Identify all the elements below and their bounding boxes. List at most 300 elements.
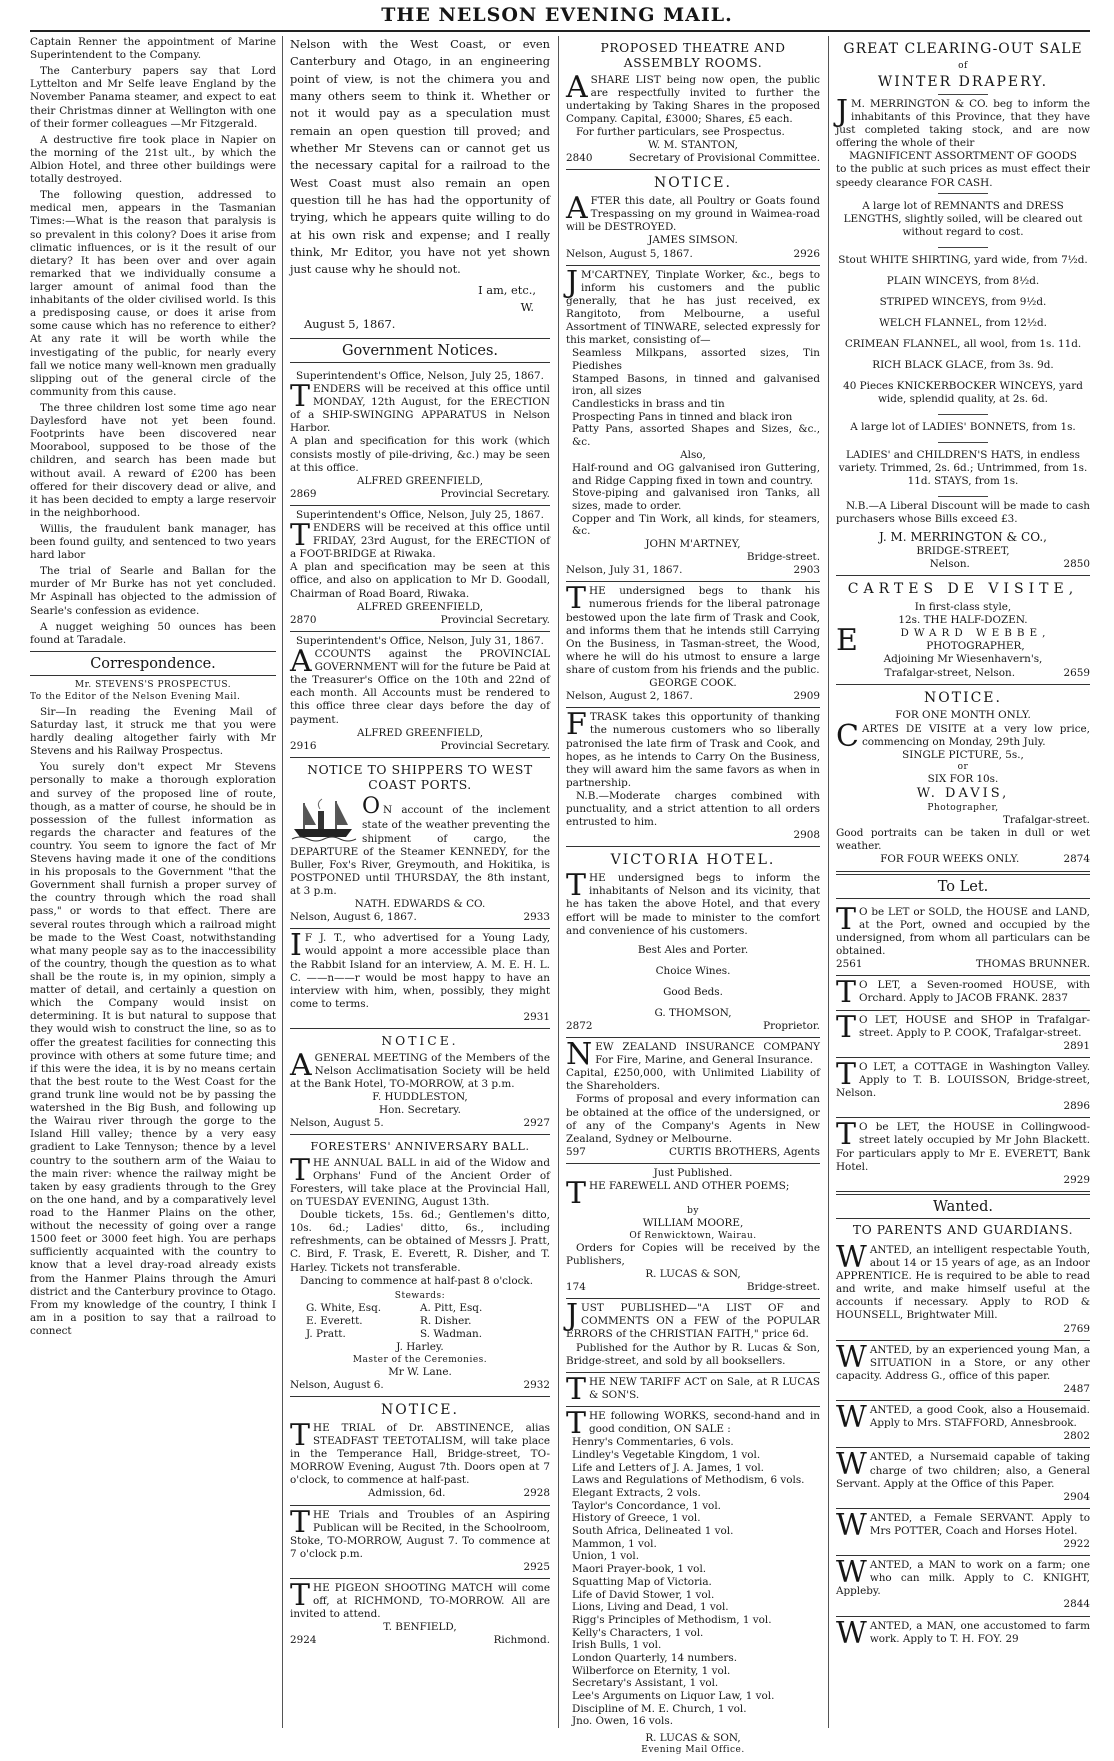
list-item: Maori Prayer-book, 1 vol. <box>572 1563 707 1576</box>
drop-capital: W <box>836 1239 867 1275</box>
ad-text: HE NEW TARIFF ACT on Sale, at R LUCAS & SON'S. <box>589 1375 820 1401</box>
ad-number: 2928 <box>523 1487 550 1500</box>
ad-text: Forms of proposal and every information can be obtained at the office of the undersigned, or of any of the Company's Agents in New Zealand, Sydney or Melbourne. <box>566 1093 820 1145</box>
advertisement <box>290 506 550 632</box>
drop-capital: T <box>566 1406 587 1442</box>
ad-title: NOTICE. <box>654 175 732 192</box>
list-item: Life of David Stower, 1 vol. <box>572 1588 715 1601</box>
ad-text: M. MERRINGTON & CO. beg to inform the inhabitants of this Province, that they have just completed taking stock, and are now offering the whole of their <box>836 97 1090 150</box>
ad-text: Good portraits can be taken in dull or wet weather. <box>836 827 1090 853</box>
ad-signature: JOHN M'ARTNEY, <box>645 538 741 550</box>
price-item: 40 Pieces KNICKERBOCKER WINCEYS, yard wide, splendid quality, at 2s. 6d. <box>843 379 1083 405</box>
ad-text: to the public at such prices as must effect their speedy clearance FOR CASH. <box>836 163 1090 189</box>
drop-capital: W <box>836 1400 867 1436</box>
letter-addressee: To the Editor of the Nelson Evening Mail. <box>30 691 241 702</box>
ad-number: 2929 <box>1063 1173 1090 1186</box>
ad-signature: GEORGE COOK. <box>649 677 737 690</box>
advertisement <box>836 1448 1090 1508</box>
advertisement <box>566 708 820 847</box>
ad-line: Choice Wines. <box>655 964 731 977</box>
list-item: Kelly's Characters, 1 vol. <box>572 1626 704 1639</box>
ad-number: 2837 <box>1041 992 1069 1005</box>
ad-text: ENDERS will be received at this office until MONDAY, 12th August, for the ERECTION of a SHIP-SWINGING APPARATUS in Nelson Harbor. <box>290 382 550 435</box>
list-item: London Quarterly, 14 numbers. <box>572 1651 737 1664</box>
list-item: Life and Letters of J. A. James, 1 vol. <box>572 1461 764 1474</box>
ad-number: 2916 <box>290 739 317 752</box>
list-item: Stamped Basons, in tinned and galvanised iron, all sizes <box>572 372 820 398</box>
ad-text: ANTED, by an experienced young Man, a SITUATION in a Store, or any other capacity. Address G., office of this paper. <box>836 1343 1090 1382</box>
advertisement <box>290 1579 550 1652</box>
list-item: Lions, Living and Dead, 1 vol. <box>572 1601 729 1614</box>
list-item: Squatting Map of Victoria. <box>572 1575 712 1588</box>
ad-number: 2904 <box>1063 1490 1090 1503</box>
ad-text: M'CARTNEY, Tinplate Worker, &c., begs to inform his customers and the public generally, that he has just received, ex Rangitoto, from Melbourne, a useful Assortment of TINWARE, selected expressly for this market, consisting of— <box>566 268 820 347</box>
ad-signature: G. THOMSON, <box>654 1006 732 1019</box>
ad-text: Double tickets, 15s. 6d.; Gentlemen's ditto, 10s. 6d.; Ladies' ditto, 6s., including refreshments, can be obtained of Messrs J. Pratt, C. Bird, F. Trask, E. Everett, R. Disher, and T. Harley. Tickets not transferable. <box>290 1209 550 1274</box>
ad-text: Trafalgar-street, Nelson. <box>884 666 1016 679</box>
ad-text: FTER this date, all Poultry or Goats found Trespassing on my ground in Waimea-road will be DESTROYED. <box>566 195 820 234</box>
news-paragraph: The following question, addressed to medical men, appears in the Tasmanian Times:—What is the reason that paralysis is so prevalent in this colony? Does it arise from climatic influences, or is it the result of our dietary? It has been over and over again remarked that we individually consume a larger amount of animal food than the inhabitants of the older civilised world. Is this a predisposing cause, or does it arise from some cause which has no reference to either? At any rate it will be worth while the investigating of the public, for nearly every fall we notice many well-known men gradually slipping out of the general circle of the community from this cause. <box>30 189 276 398</box>
advertisement <box>566 582 820 708</box>
ad-dateline: Superintendent's Office, Nelson, July 25, 1867. <box>296 508 544 521</box>
ad-date: Nelson, July 31, 1867. <box>566 564 683 577</box>
ad-number: 2487 <box>1063 1382 1090 1395</box>
ad-number: 2932 <box>523 1378 550 1391</box>
ad-text: N.B.—A Liberal Discount will be made to cash purchasers whose Bills exceed £3. <box>836 499 1090 525</box>
ad-number: 29 <box>1005 1632 1019 1645</box>
news-paragraph: The three children lost some time ago near Daylesford have not yet been found. Footprints have been discovered near Moorabool, supposed to be those of the children, and search has been made but without avail. A reward of £200 has been offered for their discovery dead or alive, and it has been decided to empty a large reservoir in the neighborhood. <box>30 401 276 519</box>
advertisement <box>566 1038 820 1164</box>
steward-name: J. Harley. <box>396 1341 444 1354</box>
news-paragraph: The Canterbury papers say that Lord Lyttelton and Mr Selfe leave England by the November Panama steamer, and expect to eat their Christmas dinner at Wellington with one of their former colleagues —Mr Fitzgerald. <box>30 65 276 130</box>
ad-text: by <box>687 1206 699 1217</box>
ad-text: O LET, HOUSE and SHOP in Trafalgar-street. Apply to P. COOK, Trafalgar-street. <box>859 1013 1090 1039</box>
price-item: Stout WHITE SHIRTING, yard wide, from 7½d. <box>838 253 1088 266</box>
ad-line: Best Ales and Porter. <box>637 943 749 956</box>
advertisement <box>290 758 550 929</box>
ad-title: NOTICE. <box>924 689 1002 706</box>
drop-capital: O <box>362 794 381 820</box>
letter-paragraph: Sir—In reading the Evening Mail of Saturday last, it struck me that you were hardly dealing altogether fairly with Mr Stevens and his Railway Prospectus. <box>30 705 276 758</box>
price-item: A large lot of REMNANTS and DRESS LENGTHS, slightly soiled, will be cleared out without regard to cost. <box>843 199 1083 238</box>
stewards-list <box>290 1302 550 1341</box>
advertisement <box>836 576 1090 684</box>
list-item: Lindley's Vegetable Kingdom, 1 vol. <box>572 1448 761 1461</box>
ad-text: ANTED, a Nursemaid capable of taking charge of two children; also, a General Servant. Apply at the Office of this Paper. <box>836 1451 1090 1490</box>
column-rule <box>828 36 829 1728</box>
price-item: CRIMEAN FLANNEL, all wool, from 1s. 11d. <box>844 337 1082 350</box>
drop-capital: E <box>836 623 858 659</box>
list-item: Rigg's Principles of Methodism, 1 vol. <box>572 1613 772 1626</box>
column-4 <box>836 36 1090 1731</box>
masthead: THE NELSON EVENING MAIL. <box>381 4 733 26</box>
letter-title: Mr. STEVENS'S PROSPECTUS. <box>74 680 232 691</box>
price-item: WELCH FLANNEL, from 12½d. <box>879 316 1047 329</box>
advertisement <box>566 1164 820 1299</box>
section-heading: To Let. <box>836 874 1090 899</box>
ad-signature: ALFRED GREENFIELD, <box>356 600 484 613</box>
advertisement <box>566 36 820 170</box>
steamship-icon <box>290 797 356 841</box>
price-item: RICH BLACK GLACE, from 3s. 9d. <box>872 358 1054 371</box>
drop-capital: W <box>836 1339 867 1375</box>
ad-text: 12s. THE HALF-DOZEN. <box>898 614 1028 627</box>
ad-title: WINTER DRAPERY. <box>877 74 1049 91</box>
ad-text: ARTES DE VISITE at a very low price, commencing on Monday, 29th July. <box>861 722 1090 748</box>
ad-text: UST PUBLISHED—"A LIST OF and COMMENTS ON a FEW of the POPULAR ERRORS of the CHRISTIAN FAITH," price 6d. <box>566 1302 820 1341</box>
list-item: Laws and Regulations of Methodism, 6 vols. <box>572 1474 805 1487</box>
drop-capital: T <box>290 518 311 554</box>
ad-number: 2925 <box>523 1560 550 1573</box>
letter-paragraph: Nelson with the West Coast, or even Canterbury and Otago, in an engineering point of view, is not the chimera you and many others seem to think it. Whether or not it would pay as a speculation must remain an open question till proved; and whether Mr Stevens can or cannot get us the necessary capital for a railroad to the West Coast must also remain an open question till he has had the opportunity of trying, which he appears quite willing to do at his own risk and expense; and I really think, Mr Editor, you have not yet shown just cause why he should not. <box>290 37 550 277</box>
list-item: Stove-piping and galvanised iron Tanks, all sizes, made to order. <box>572 487 820 512</box>
ad-text: HE ANNUAL BALL in aid of the Widow and Orphans' Fund of the Ancient Order of Foresters, will take place at the Provincial Hall, on TUESDAY EVENING, August 13th. <box>290 1156 550 1208</box>
drop-capital: T <box>566 1371 587 1407</box>
ad-date: Nelson, August 5, 1867. <box>566 247 693 260</box>
ad-number: 2659 <box>1063 666 1090 679</box>
divider <box>938 496 988 497</box>
advertisement <box>290 929 550 1029</box>
advertisement <box>836 1241 1090 1341</box>
ad-number: 2870 <box>290 613 317 626</box>
ad-date: Nelson, August 5. <box>290 1117 384 1130</box>
ad-role: Provincial Secretary. <box>440 739 550 752</box>
ad-place: Of Renwicktown, Wairau. <box>629 1230 757 1241</box>
ad-number: 2896 <box>1063 1100 1090 1113</box>
ad-text: O be LET or SOLD, the HOUSE and LAND, at the Port, owned and occupied by the undersigned, from whom all particulars can be obtained. <box>836 905 1090 958</box>
ad-text: O be LET, the HOUSE in Collingwood-street lately occupied by Mr John Blackett. For particulars apply to Mr E. EVERETT, Bank Hotel. <box>836 1121 1090 1173</box>
steward-name: E. Everett. <box>306 1315 363 1328</box>
drop-capital: T <box>836 1056 857 1092</box>
ad-signature: ALFRED GREENFIELD, <box>356 726 484 739</box>
column-2 <box>290 36 550 1731</box>
ad-title: PROPOSED THEATRE AND ASSEMBLY ROOMS. <box>600 41 786 70</box>
column-rule <box>282 36 283 1728</box>
ad-number: 2933 <box>523 911 550 924</box>
ad-number: 2869 <box>290 487 317 500</box>
ad-text: F J. T., who advertised for a Young Lady, would appoint a more accessible place than the Rabbit Island for an interview, A. M. E. H. L. C. ——n——r would be most happy to have an interview with him, when, possibly, they might come to terms. <box>290 932 550 1010</box>
advertisement <box>836 976 1090 1010</box>
ad-title: NOTICE. <box>381 1034 459 1049</box>
ad-signature: R. LUCAS & SON, <box>645 1268 741 1281</box>
ad-signature: THOMAS BRUNNER. <box>975 958 1090 971</box>
ad-text: ANTED, a MAN, one accustomed to farm work. Apply to T. H. FOY. <box>869 1619 1090 1645</box>
ad-text: ANTED, a good Cook, also a Housemaid. Apply to Mrs. STAFFORD, Annesbrook. <box>869 1404 1090 1430</box>
drop-capital: W <box>836 1447 867 1483</box>
ad-signature: W. M. STANTON, <box>648 139 738 152</box>
advertisement <box>566 1299 820 1373</box>
ad-number: 2922 <box>1063 1538 1090 1551</box>
advertisement <box>290 1135 550 1397</box>
ad-text: A plan and specification for this work (which consists mostly of pile-driving, &c.) may be seen at this office. <box>290 435 550 474</box>
ad-text: Orders for Copies will be received by the Publishers, <box>566 1241 820 1267</box>
ad-text: Adjoining Mr Wiesenhavern's, <box>883 653 1043 666</box>
ad-number: 2909 <box>793 690 820 703</box>
ad-title: VICTORIA HOTEL. <box>610 852 776 869</box>
ad-number: 2931 <box>523 1010 550 1023</box>
drop-capital: T <box>836 901 857 937</box>
ad-number: 2561 <box>836 958 863 971</box>
ad-dateline: Superintendent's Office, Nelson, July 25, 1867. <box>296 369 544 382</box>
advertisement <box>836 1058 1090 1118</box>
steward-name: S. Wadman. <box>420 1328 483 1341</box>
drop-capital: C <box>836 718 859 754</box>
advertisement <box>836 1118 1090 1192</box>
ad-role: PHOTOGRAPHER, <box>926 640 1025 653</box>
advertisement <box>836 685 1090 872</box>
drop-capital: J <box>566 264 579 300</box>
ad-place: Bridge-street. <box>746 551 820 564</box>
section-heading: Wanted. <box>836 1194 1090 1219</box>
ad-text: HE undersigned begs to inform the inhabitants of Nelson and its vicinity, that he has taken the above Hotel, and that every effort will be made to minister to the comfort and convenience of his customers. <box>566 872 820 937</box>
ad-text: HE Trials and Troubles of an Aspiring Publican will be Recited, in the Schoolroom, Stoke, TO-MORROW, August 7. To commence at 7 o'clock p.m. <box>290 1508 550 1560</box>
ad-place: Nelson. <box>929 558 970 571</box>
list-item: Candlesticks in brass and tin <box>572 398 725 411</box>
ad-date: Nelson, August 6. <box>290 1378 384 1391</box>
ad-number: 2908 <box>793 829 820 842</box>
ad-signature: CURTIS BROTHERS, Agents <box>668 1145 820 1158</box>
ad-text: ENDERS will be received at this office until FRIDAY, 23rd August, for the ERECTION of a FOOT-BRIDGE at Riwaka. <box>290 522 550 561</box>
ad-line: Good Beds. <box>663 985 723 998</box>
ad-number: 2769 <box>1063 1322 1090 1335</box>
ad-text: TRASK takes this opportunity of thanking the numerous customers who so liberally patronised the late firm of Trask and Cook, and hopes, as he intends to Carry On the Business, they will award him the same favors as when in partnership. <box>566 711 820 789</box>
drop-capital: T <box>290 378 311 414</box>
advertisement <box>290 632 550 758</box>
ad-number: 2874 <box>1063 853 1090 866</box>
advertisement <box>566 1373 820 1407</box>
ad-number: 2903 <box>793 564 820 577</box>
ad-text: EW ZEALAND INSURANCE COMPANY For Fire, Marine, and General Insurance. <box>595 1040 820 1067</box>
divider <box>938 247 988 248</box>
advertisement <box>290 1397 550 1505</box>
news-paragraph: A destructive fire took place in Napier on the morning of the 21st ult., by which the Albion Hotel, and three other buildings were totally destroyed. <box>30 133 276 186</box>
letter-closing: I am, etc., <box>478 282 536 297</box>
news-paragraph: Willis, the fraudulent bank manager, has been found guilty, and sentenced to two years hard labor <box>30 522 276 562</box>
list-item: Union, 1 vol. <box>572 1550 639 1563</box>
ad-office: Evening Mail Office. <box>641 1745 745 1756</box>
ad-signature: J. M. MERRINGTON & CO., <box>879 529 1047 544</box>
ad-author: WILLIAM MOORE, <box>642 1217 744 1230</box>
ad-text: HE undersigned begs to thank his numerous friends for the liberal patronage bestowed upon the late firm of Trask and Cook, and informs them that he intends still Carrying On the Business, in Tasman-street, the Wood, where he will do his utmost to ensure a large share of custom from his friends and the public. <box>566 585 820 676</box>
ad-number: 2840 <box>566 152 593 165</box>
ad-text: A plan and specification may be seen at this office, and also on application to Mr D. Goodall, Chairman of Road Board, Riwaka. <box>290 561 550 600</box>
ad-text: Dancing to commence at half-past 8 o'clock. <box>300 1274 534 1287</box>
steward-name: A. Pitt, Esq. <box>420 1302 483 1315</box>
steward-name: J. Pratt. <box>306 1328 346 1341</box>
ad-place: Richmond. <box>493 1634 550 1647</box>
divider <box>938 414 988 415</box>
ad-text: Published for the Author by R. Lucas & Son, Bridge-street, and sold by all booksellers. <box>566 1341 820 1367</box>
drop-capital: T <box>836 975 857 1011</box>
ad-role: Provincial Secretary. <box>440 487 550 500</box>
ad-signature: NATH. EDWARDS & CO. <box>354 898 486 911</box>
ad-role: Provincial Secretary. <box>440 613 550 626</box>
ad-text: HE TRIAL of Dr. ABSTINENCE, alias STEADFAST TEETOTALISM, will take place in the Temperance Hall, Bridge-street, TO-MORROW Evening, August 7th. Doors open at 7 o'clock, to commence at half-past. <box>290 1421 550 1487</box>
ad-text: ANTED, a MAN to work on a farm; one who can milk. Apply to C. KNIGHT, Appleby. <box>836 1559 1090 1598</box>
ad-text: O LET, a COTTAGE in Washington Valley. Apply to T. B. LOUISSON, Bridge-street, Nelson. <box>836 1060 1090 1100</box>
ad-text: O LET, a Seven-roomed HOUSE, with Orchard. Apply to JACOB FRANK. <box>859 979 1090 1005</box>
letter-signature: W. <box>520 299 534 314</box>
price-item: PLAIN WINCEYS, from 8½d. <box>886 274 1040 287</box>
advertisement <box>836 1556 1090 1616</box>
ad-text: ANTED, an intelligent respectable Youth, about 14 or 15 years of age, as an Indoor APPRENTICE. He is required to be able to read and write, and make himself useful at the accounts if necessary. Apply to ROD & HOUNSELL, Brightwater Mill. <box>836 1243 1090 1322</box>
ad-text: FOR ONE MONTH ONLY. <box>895 709 1031 722</box>
drop-capital: T <box>566 581 587 617</box>
column-3 <box>566 36 820 1756</box>
section-heading: Government Notices. <box>290 338 550 363</box>
advertisement <box>836 1401 1090 1448</box>
drop-capital: J <box>566 1298 579 1334</box>
steward-name: R. Disher. <box>420 1315 472 1328</box>
ad-signature: R. LUCAS & SON, <box>645 1732 741 1745</box>
list-item: South Africa, Delineated 1 vol. <box>572 1525 734 1538</box>
ad-title: TO PARENTS AND GUARDIANS. <box>852 1223 1074 1238</box>
ad-title: NOTICE. <box>381 1402 459 1419</box>
divider <box>938 193 988 194</box>
list-item: Henry's Commentaries, 6 vols. <box>572 1436 734 1449</box>
list-item: Prospecting Pans in tinned and black iron <box>572 410 793 423</box>
ad-role: Secretary of Provisional Committee. <box>628 152 820 165</box>
ad-text: GENERAL MEETING of the Members of the Nelson Acclimatisation Society will be held at the Bank Hotel, TO-MORROW, at 3 p.m. <box>290 1051 550 1091</box>
drop-capital: A <box>566 69 588 105</box>
ad-text: N account of the inclement state of the weather preventing the shipment of cargo, the DEPARTURE of the Steamer KENNEDY, for the Buller, Fox's River, Greymouth, and Hokitika, is POSTPONED until THURSDAY, the 8th instant, at 3 p.m. <box>290 804 550 897</box>
ad-text: Just Published. <box>653 1166 733 1179</box>
ad-title: NOTICE TO SHIPPERS TO WEST COAST PORTS. <box>307 762 533 792</box>
ad-role: Proprietor. <box>763 1019 820 1032</box>
ad-number: 597 <box>566 1145 586 1158</box>
list-item: Lee's Arguments on Liquor Law, 1 vol. <box>572 1690 775 1702</box>
drop-capital: T <box>836 1009 857 1045</box>
news-paragraph: A nugget weighing 50 ounces has been found at Taradale. <box>30 620 276 646</box>
ad-number: 174 <box>566 1281 586 1294</box>
ad-signature: JAMES SIMSON. <box>648 234 738 247</box>
list-item: History of Greece, 1 vol. <box>572 1512 701 1525</box>
ad-text: CCOUNTS against the PROVINCIAL GOVERNMENT will for the future be Paid at the Treasurer's Office on the 10th and 22nd of each month. All Accounts must be rendered to this office three clear days before the day of payment. <box>290 648 551 726</box>
ad-text: In first-class style, <box>914 601 1012 614</box>
masthead-rule <box>30 30 1090 32</box>
drop-capital: N <box>566 1036 593 1072</box>
list-item: Taylor's Concordance, 1 vol. <box>572 1499 721 1512</box>
ad-signature: F. HUDDLESTON, <box>372 1091 468 1104</box>
column-rule <box>558 36 559 1728</box>
list-item: Half-round and OG galvanised iron Guttering, and Ridge Capping fixed in town and country. <box>572 461 820 487</box>
ad-title: FORESTERS' ANNIVERSARY BALL. <box>310 1140 530 1154</box>
advertisement <box>566 1407 820 1760</box>
ad-text: HE PIGEON SHOOTING MATCH will come off, at RICHMOND, TO-MORROW. All are invited to attend. <box>290 1582 550 1621</box>
ad-number: 2891 <box>1063 1039 1090 1052</box>
news-paragraph: The trial of Searle and Ballan for the murder of Mr Burke has not yet concluded. Mr Aspinall has objected to the admission of Searle's confession as evidence. <box>30 565 276 617</box>
news-paragraph: Captain Renner the appointment of Marine Superintendent to the Company. <box>30 36 276 62</box>
advertisement <box>836 1341 1090 1401</box>
advertisement <box>290 367 550 506</box>
drop-capital: W <box>836 1615 867 1651</box>
ad-text: of <box>958 60 968 71</box>
advertisement <box>566 847 820 1038</box>
ad-text: Capital, £250,000, with Unlimited Liability of the Shareholders. <box>566 1067 820 1093</box>
drop-capital: T <box>566 868 587 904</box>
ad-text: Also, <box>680 448 706 461</box>
ad-number: 2844 <box>1063 1598 1090 1611</box>
list-item: Seamless Milkpans, assorted sizes, Tin Piedishes <box>572 347 820 372</box>
ad-text: MAGNIFICENT ASSORTMENT OF GOODS <box>849 150 1077 163</box>
drop-capital: A <box>566 191 588 227</box>
drop-capital: T <box>566 1176 587 1212</box>
price-item: STRIPED WINCEYS, from 9½d. <box>879 295 1047 308</box>
letter-date: August 5, 1867. <box>304 317 396 332</box>
list-item: Wilberforce on Eternity, 1 vol. <box>572 1664 731 1677</box>
ad-place: Bridge-street. <box>746 1281 820 1294</box>
ad-text: N.B.—Moderate charges combined with punctuality, and a strict attention to all orders entrusted to him. <box>566 789 820 829</box>
ad-dateline: Superintendent's Office, Nelson, July 31, 1867. <box>296 634 544 647</box>
ad-text: FOR FOUR WEEKS ONLY. <box>880 853 1020 866</box>
ad-text: ANTED, a Female SERVANT. Apply to Mrs POTTER, Coach and Horses Hotel. <box>869 1511 1090 1537</box>
advertisement <box>836 1011 1090 1058</box>
ad-text: or <box>957 761 969 772</box>
ad-place: Trafalgar-street. <box>1002 814 1090 827</box>
list-item: Elegant Extracts, 2 vols. <box>572 1487 701 1499</box>
divider <box>938 442 988 443</box>
list-item: Jno. Owen, 16 vols. <box>572 1715 674 1728</box>
column-1 <box>30 36 276 1731</box>
ad-number: 2872 <box>566 1019 593 1032</box>
list-item: Mammon, 1 vol. <box>572 1537 657 1550</box>
ad-text: DWARD WEBBE, <box>900 627 1051 640</box>
ad-number: 2924 <box>290 1634 317 1647</box>
section-heading: Correspondence. <box>30 651 276 676</box>
ad-date: Nelson, August 6, 1867. <box>290 911 417 924</box>
ad-signature: W. DAVIS, <box>916 786 1010 802</box>
ad-number: 2927 <box>523 1117 550 1130</box>
master-label: Master of the Ceremonies. <box>352 1354 488 1365</box>
list-item: Secretary's Assistant, 1 vol. <box>572 1677 719 1690</box>
list-item: Irish Bulls, 1 vol. <box>572 1639 662 1652</box>
price-item: LADIES' and CHILDREN'S HATS, in endless variety. Trimmed, 2s. 6d.; Untrimmed, from 1s. 11d. STAYS, from 1s. <box>838 448 1088 487</box>
list-item: Discipline of M. E. Church, 1 vol. <box>572 1702 747 1715</box>
drop-capital: A <box>290 644 312 680</box>
ad-date: Nelson, August 2, 1867. <box>566 690 693 703</box>
list-item: Copper and Tin Work, all kinds, for steamers, &c. <box>572 512 820 538</box>
ad-text: SHARE LIST being now open, the public are respectfully invited to further the undertaking by Taking Shares in the proposed Company. Capital, £3000; Shares, £5 each. <box>566 73 820 125</box>
drop-capital: W <box>836 1507 867 1543</box>
advertisement <box>290 1029 550 1135</box>
ad-signature: T. BENFIELD, <box>383 1621 457 1634</box>
advertisement <box>836 1617 1090 1650</box>
advertisement <box>836 903 1090 977</box>
ad-title: CARTES DE VISITE, <box>847 581 1079 598</box>
ad-place: BRIDGE-STREET, <box>916 545 1010 558</box>
ad-signature: ALFRED GREENFIELD, <box>356 474 484 487</box>
ad-role: Hon. Secretary. <box>379 1104 461 1117</box>
advertisement <box>836 1509 1090 1556</box>
ad-admission: Admission, 6d. <box>368 1487 446 1500</box>
master-name: Mr W. Lane. <box>388 1365 452 1378</box>
advertisement <box>566 170 820 265</box>
drop-capital: W <box>836 1555 867 1591</box>
ad-number: 2850 <box>1063 558 1090 571</box>
advertisement <box>290 1506 550 1580</box>
ad-number: 2802 <box>1063 1430 1090 1443</box>
divider <box>938 94 988 95</box>
drop-capital: F <box>566 707 587 743</box>
drop-capital: T <box>290 1152 311 1188</box>
drop-capital: T <box>290 1417 311 1453</box>
stewards-label: Stewards: <box>394 1290 446 1301</box>
advertisement <box>566 266 820 583</box>
drop-capital: A <box>290 1047 312 1083</box>
drop-capital: J <box>836 93 849 129</box>
ad-text: For further particulars, see Prospectus. <box>576 125 785 138</box>
ad-text: HE following WORKS, second-hand and in good condition, ON SALE : <box>589 1410 820 1436</box>
